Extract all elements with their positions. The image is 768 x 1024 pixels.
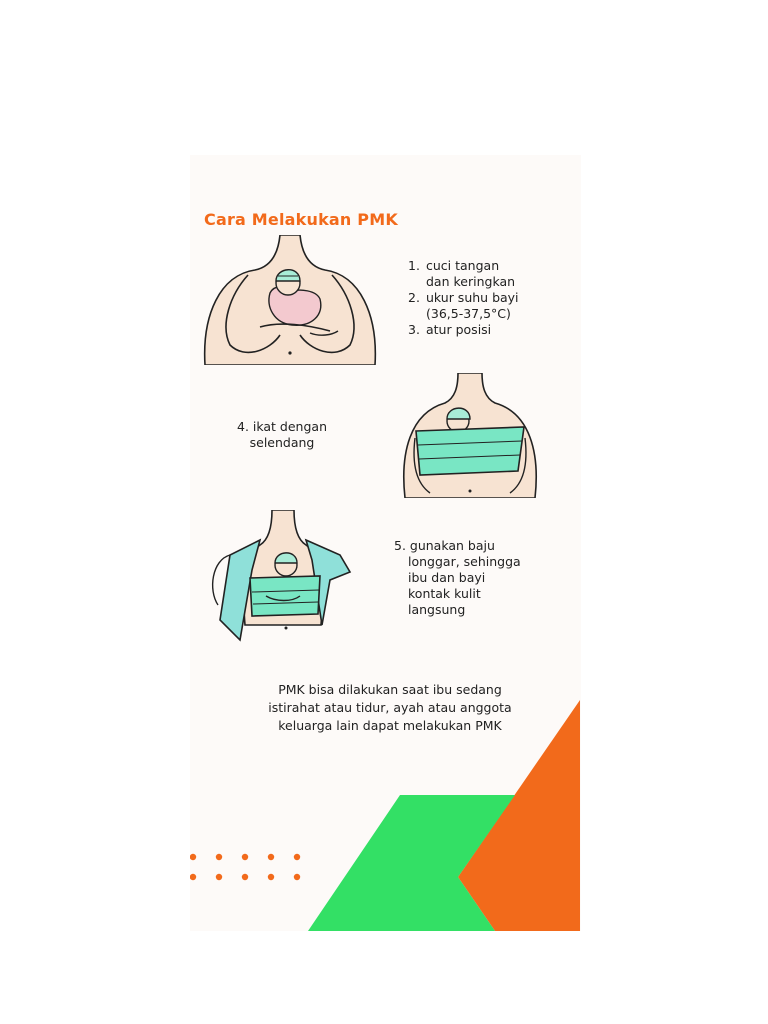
decorative-shapes (190, 155, 581, 931)
step-2-line1: 2. ukur suhu bayi (408, 290, 519, 305)
step-2-line2: (36,5-37,5°C) (426, 306, 511, 321)
step-1-line1: 1. cuci tangan (408, 258, 500, 273)
step-3-line1: 3. atur posisi (408, 322, 492, 337)
infographic-card (190, 155, 581, 931)
step-1-line2: dan keringkan (426, 274, 516, 289)
footer-note: PMK bisa dilakukan saat ibu sedang istirahat atau tidur, ayah atau anggota keluarga lain dapat melakukan PMK (268, 682, 512, 733)
page-title: Cara Melakukan PMK (204, 210, 398, 229)
step-5-text: 5. gunakan baju longgar, sehingga ibu dan bayi kontak kulit langsung (394, 538, 521, 617)
step-4-text: 4. ikat dengan selendang (237, 419, 327, 450)
